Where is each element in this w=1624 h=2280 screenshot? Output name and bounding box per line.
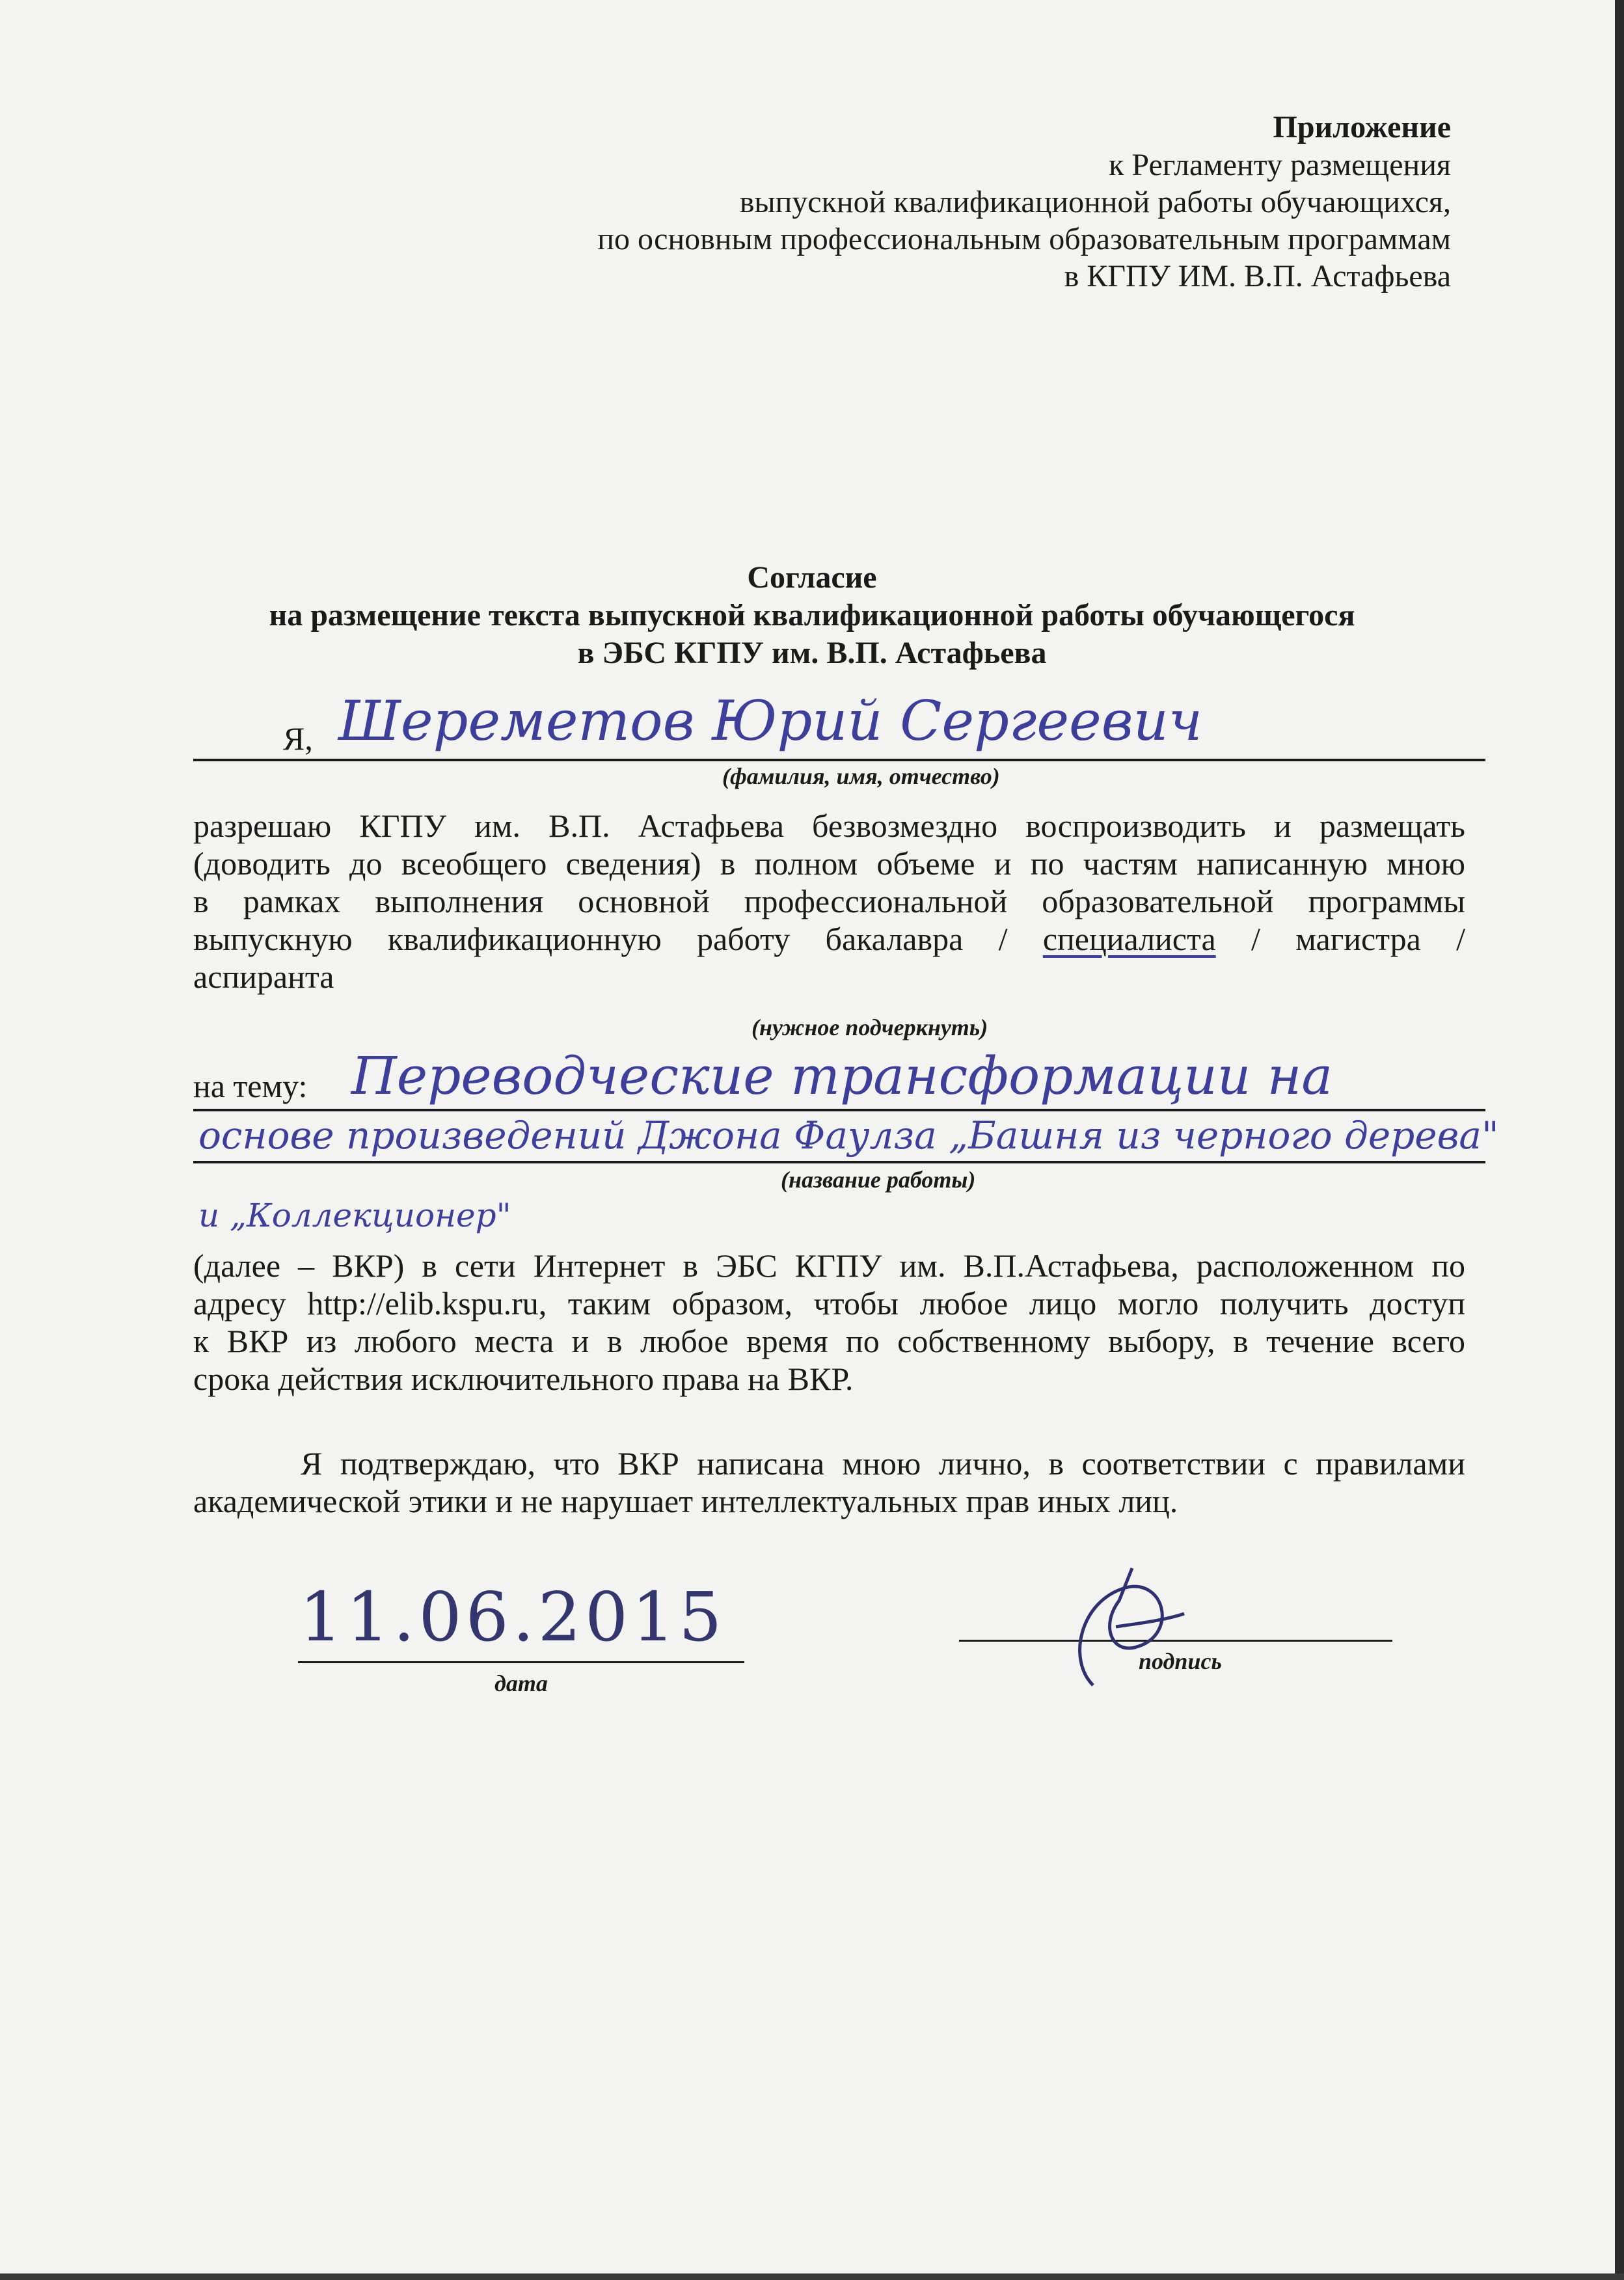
terms-line: адресу http://elib.kspu.ru, таким образом, чтобы любое лицо могло получить доступ <box>193 1285 1465 1322</box>
terms-line: к ВКР из любого места и в любое время по собственному выбору, в течение всего <box>193 1323 1465 1359</box>
permission-line: (доводить до всеобщего сведения) в полном объеме и по частям написанную мною <box>193 845 1465 882</box>
degree-hint: (нужное подчеркнуть) <box>751 1014 988 1040</box>
permission-paragraph <box>193 807 1465 996</box>
permission-line: в рамках выполнения основной профессиональной образовательной программы <box>193 883 1465 919</box>
topic-underline <box>193 1109 1485 1111</box>
name-underline <box>193 759 1485 761</box>
terms-paragraph <box>193 1247 1465 1398</box>
date-line <box>298 1661 744 1663</box>
confirmation-paragraph <box>193 1445 1465 1520</box>
degree-last: аспиранта <box>193 958 334 995</box>
appendix-title: Приложение <box>1273 110 1451 144</box>
full-name-handwritten: Шереметов Юрий Сергеевич <box>338 689 1203 753</box>
degree-selected: специалиста <box>1042 921 1216 957</box>
topic-label: на тему: <box>193 1068 308 1104</box>
signature-label: подпись <box>1139 1648 1222 1674</box>
degree-line <box>193 920 1465 958</box>
degree-prefix: выпускную квалификационную работу бакалавра / <box>193 921 1008 957</box>
degree-suffix: / магистра / <box>1251 921 1466 957</box>
topic-handwritten-line-3: и „Коллекционер" <box>198 1197 511 1234</box>
terms-line: срока действия исключительного права на ВКР. <box>193 1361 854 1397</box>
appendix-line: к Регламенту размещения <box>1109 148 1451 182</box>
appendix-line: в КГПУ ИМ. В.П. Астафьева <box>1064 259 1451 293</box>
consent-subtitle: в ЭБС КГПУ им. В.П. Астафьева <box>577 636 1047 670</box>
consent-subtitle: на размещение текста выпускной квалификационной работы обучающегося <box>269 598 1355 632</box>
full-name-hint: (фамилия, имя, отчество) <box>722 763 1000 789</box>
consent-title: Согласие <box>747 560 877 595</box>
confirm-line: Я подтверждаю, что ВКР написана мною лично, в соответствии с правилами <box>301 1445 1465 1482</box>
topic-hint: (название работы) <box>781 1167 976 1193</box>
scan-edge-bottom <box>0 2273 1624 2280</box>
permission-line: разрешаю КГПУ им. В.П. Астафьева безвозмездно воспроизводить и размещать <box>193 808 1465 844</box>
confirm-line: академической этики и не нарушает интеллектуальных прав иных лиц. <box>193 1483 1178 1519</box>
date-label: дата <box>494 1670 548 1696</box>
appendix-line: выпускной квалификационной работы обучающихся, <box>739 185 1451 219</box>
date-handwritten: 11.06.2015 <box>299 1577 726 1657</box>
terms-line: (далее – ВКР) в сети Интернет в ЭБС КГПУ им. В.П.Астафьева, расположенном по <box>193 1247 1465 1284</box>
scan-edge <box>1615 0 1624 2280</box>
appendix-line: по основным профессиональным образовательным программам <box>597 222 1451 256</box>
i-label: Я, <box>283 720 313 757</box>
topic-handwritten-line-2: основе произведений Джона Фаулза „Башня из черного дерева" <box>198 1113 1499 1158</box>
topic-underline <box>193 1161 1485 1163</box>
topic-handwritten-line-1: Переводческие трансформации на <box>351 1046 1333 1106</box>
